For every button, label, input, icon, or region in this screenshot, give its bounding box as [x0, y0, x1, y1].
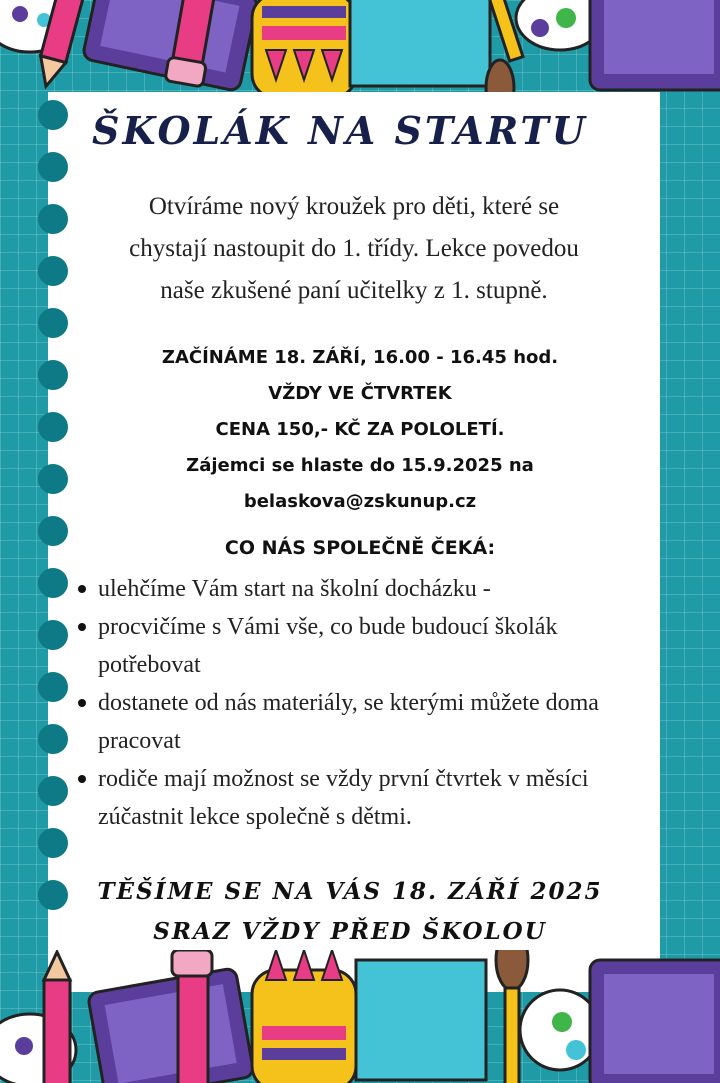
- list-item: procvičíme s Vámi vše, co bude budoucí školák potřebovat: [76, 608, 651, 684]
- bullet-icon: [78, 775, 86, 783]
- tablet-icon: [87, 968, 254, 1083]
- closing-text: [60, 872, 640, 952]
- registration-deadline: Zájemci se hlaste do 15.9.2025 na: [186, 455, 534, 476]
- sticky-note-icon: [350, 0, 490, 86]
- bullet-icon: [78, 699, 86, 707]
- pencil-icon: [44, 952, 70, 1083]
- list-item: rodiče mají možnost se vždy první čtvrtek v měsíci zúčastnit lekce společně s dětmi.: [76, 760, 651, 836]
- crayon-box-icon: [252, 950, 356, 1083]
- poster-title: ŠKOLÁK NA STARTU: [92, 108, 588, 153]
- paint-palette-icon: [520, 990, 600, 1070]
- weekday: VŽDY VE ČTVRTEK: [268, 383, 452, 404]
- list-heading: CO NÁS SPOLEČNĚ ČEKÁ:: [224, 537, 496, 559]
- intro-line: chystají nastoupit do 1. třídy. Lekce povedou: [129, 235, 579, 262]
- intro-text: [80, 186, 628, 312]
- intro-line: Otvíráme nový kroužek pro děti, které se: [148, 193, 560, 220]
- intro-line: naše zkušené paní učitelky z 1. stupně.: [160, 277, 548, 304]
- list-item: dostanete od nás materiály, se kterými můžete doma pracovat: [76, 684, 651, 760]
- sticky-note-icon: [356, 960, 486, 1080]
- closing-line: TĚŠÍME SE NA VÁS 18. ZÁŘÍ 2025: [97, 878, 603, 905]
- price: CENA 150,- KČ ZA POLOLETÍ.: [215, 419, 505, 440]
- pencil-icon: [172, 950, 212, 1083]
- crayon-box-icon: [252, 0, 356, 98]
- list-item: ulehčíme Vám start na školní docházku -: [76, 570, 651, 608]
- contact-email: belaskova@zskunup.cz: [243, 491, 477, 512]
- bullet-icon: [78, 623, 86, 631]
- closing-line: SRAZ VŽDY PŘED ŠKOLOU: [153, 918, 547, 945]
- benefits-list: [76, 570, 651, 836]
- tablet-icon: [590, 960, 720, 1083]
- bottom-decorations: [0, 950, 720, 1083]
- bullet-icon: [78, 585, 86, 593]
- course-details: [80, 340, 640, 520]
- start-date: ZAČÍNÁME 18. ZÁŘÍ, 16.00 - 16.45 hod.: [161, 347, 559, 368]
- tablet-icon: [590, 0, 720, 90]
